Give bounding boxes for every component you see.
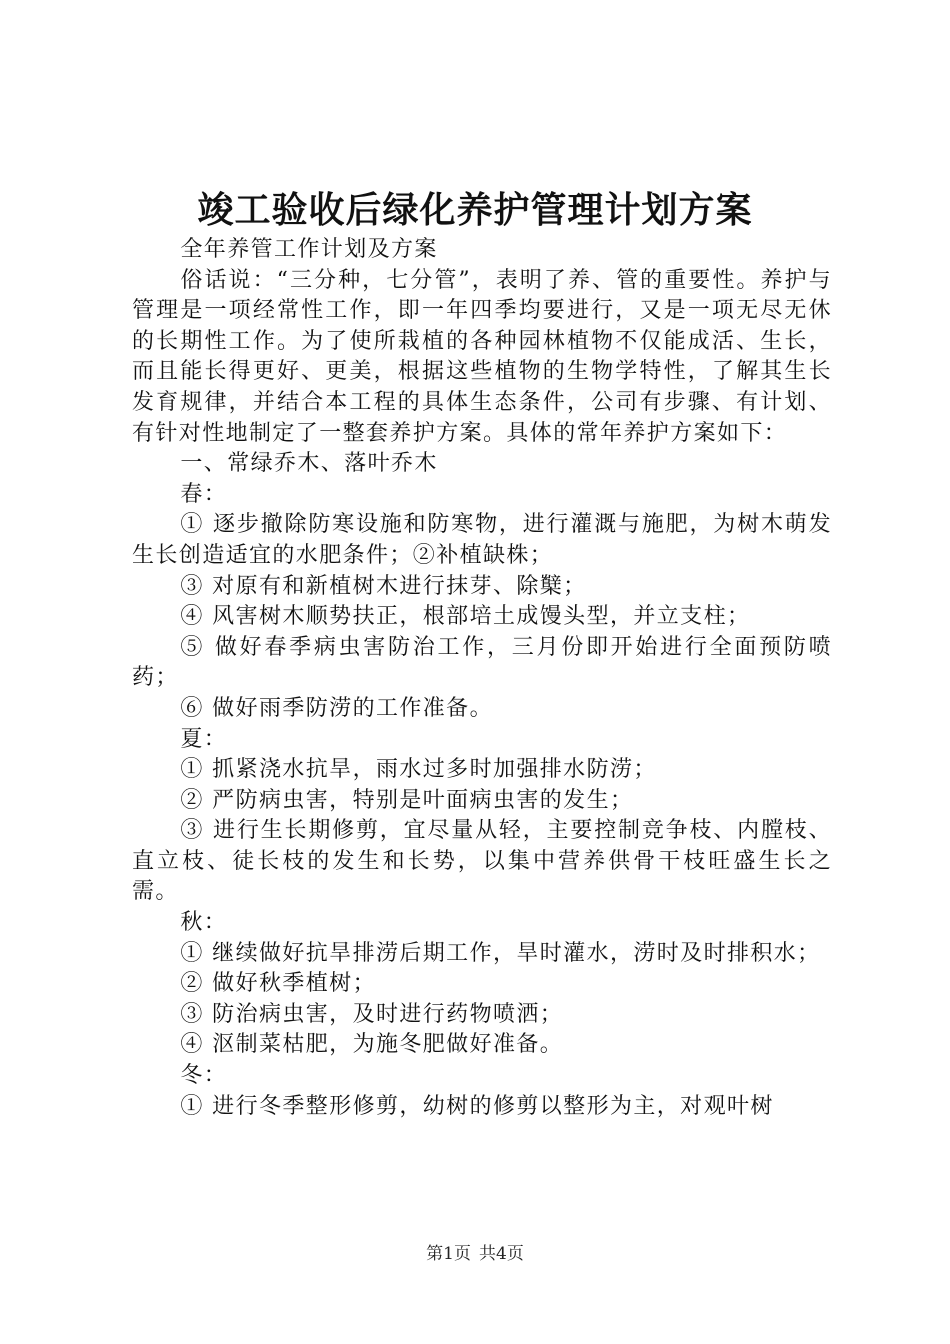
list-item: ③ 对原有和新植树木进行抹芽、除櫱；	[180, 573, 587, 599]
list-item: ② 做好秋季植树；	[180, 971, 376, 997]
season-heading-autumn: 秋：	[180, 910, 228, 936]
section-heading-trees: 一、常绿乔木、落叶乔木	[180, 451, 438, 477]
document-body	[132, 235, 832, 1122]
list-item: ③ 进行生长期修剪，宜尽量从轻，主要控制竞争枝、内膛枝、直立枝、徒长枝的发生和长势，以集中营养供骨干枝旺盛生长之需。	[132, 818, 832, 905]
paragraph-subtitle: 全年养管工作计划及方案	[180, 237, 438, 262]
paragraph-intro: 俗话说：“三分种，七分管”，表明了养、管的重要性。养护与管理是一项经常性工作，即一年四季均要进行，又是一项无尽无休的长期性工作。为了使所栽植的各种园林植物不仅能成活、生长，而且能长得更好、更美，根据这些植物的生物学特性，了解其生长发育规律，并结合本工程的具体生态条件，公司有步骤、有计划、有针对性地制定了一整套养护方案。具体的常年养护方案如下：	[132, 267, 832, 446]
season-heading-spring: 春：	[180, 481, 228, 507]
page-number: 第1页	[426, 1244, 471, 1264]
list-item: ① 继续做好抗旱排涝后期工作，旱时灌水，涝时及时排积水；	[180, 940, 821, 966]
season-heading-summer: 夏：	[180, 726, 228, 752]
list-item: ② 严防病虫害，特别是叶面病虫害的发生；	[180, 787, 634, 813]
list-item: ④ 风害树木顺势扶正，根部培土成馒头型，并立支柱；	[180, 604, 751, 630]
list-item: ⑥ 做好雨季防涝的工作准备。	[180, 695, 493, 721]
list-item: ① 进行冬季整形修剪，幼树的修剪以整形为主，对观叶树	[180, 1093, 774, 1119]
list-item: ④ 沤制菜枯肥，为施冬肥做好准备。	[180, 1032, 564, 1058]
document-title: 竣工验收后绿化养护管理计划方案	[197, 189, 753, 231]
list-item: ① 逐步撤除防寒设施和防寒物，进行灌溉与施肥，为树木萌发生长创造适宜的水肥条件；②补植缺株；	[132, 512, 832, 568]
list-item: ⑤ 做好春季病虫害防治工作，三月份即开始进行全面预防喷药；	[132, 634, 832, 691]
page-total: 共4页	[479, 1244, 524, 1264]
list-item: ① 抓紧浇水抗旱，雨水过多时加强排水防涝；	[180, 757, 657, 783]
page-footer	[0, 1242, 950, 1266]
list-item: ③ 防治病虫害，及时进行药物喷洒；	[180, 1001, 564, 1027]
season-heading-winter: 冬：	[180, 1063, 228, 1089]
